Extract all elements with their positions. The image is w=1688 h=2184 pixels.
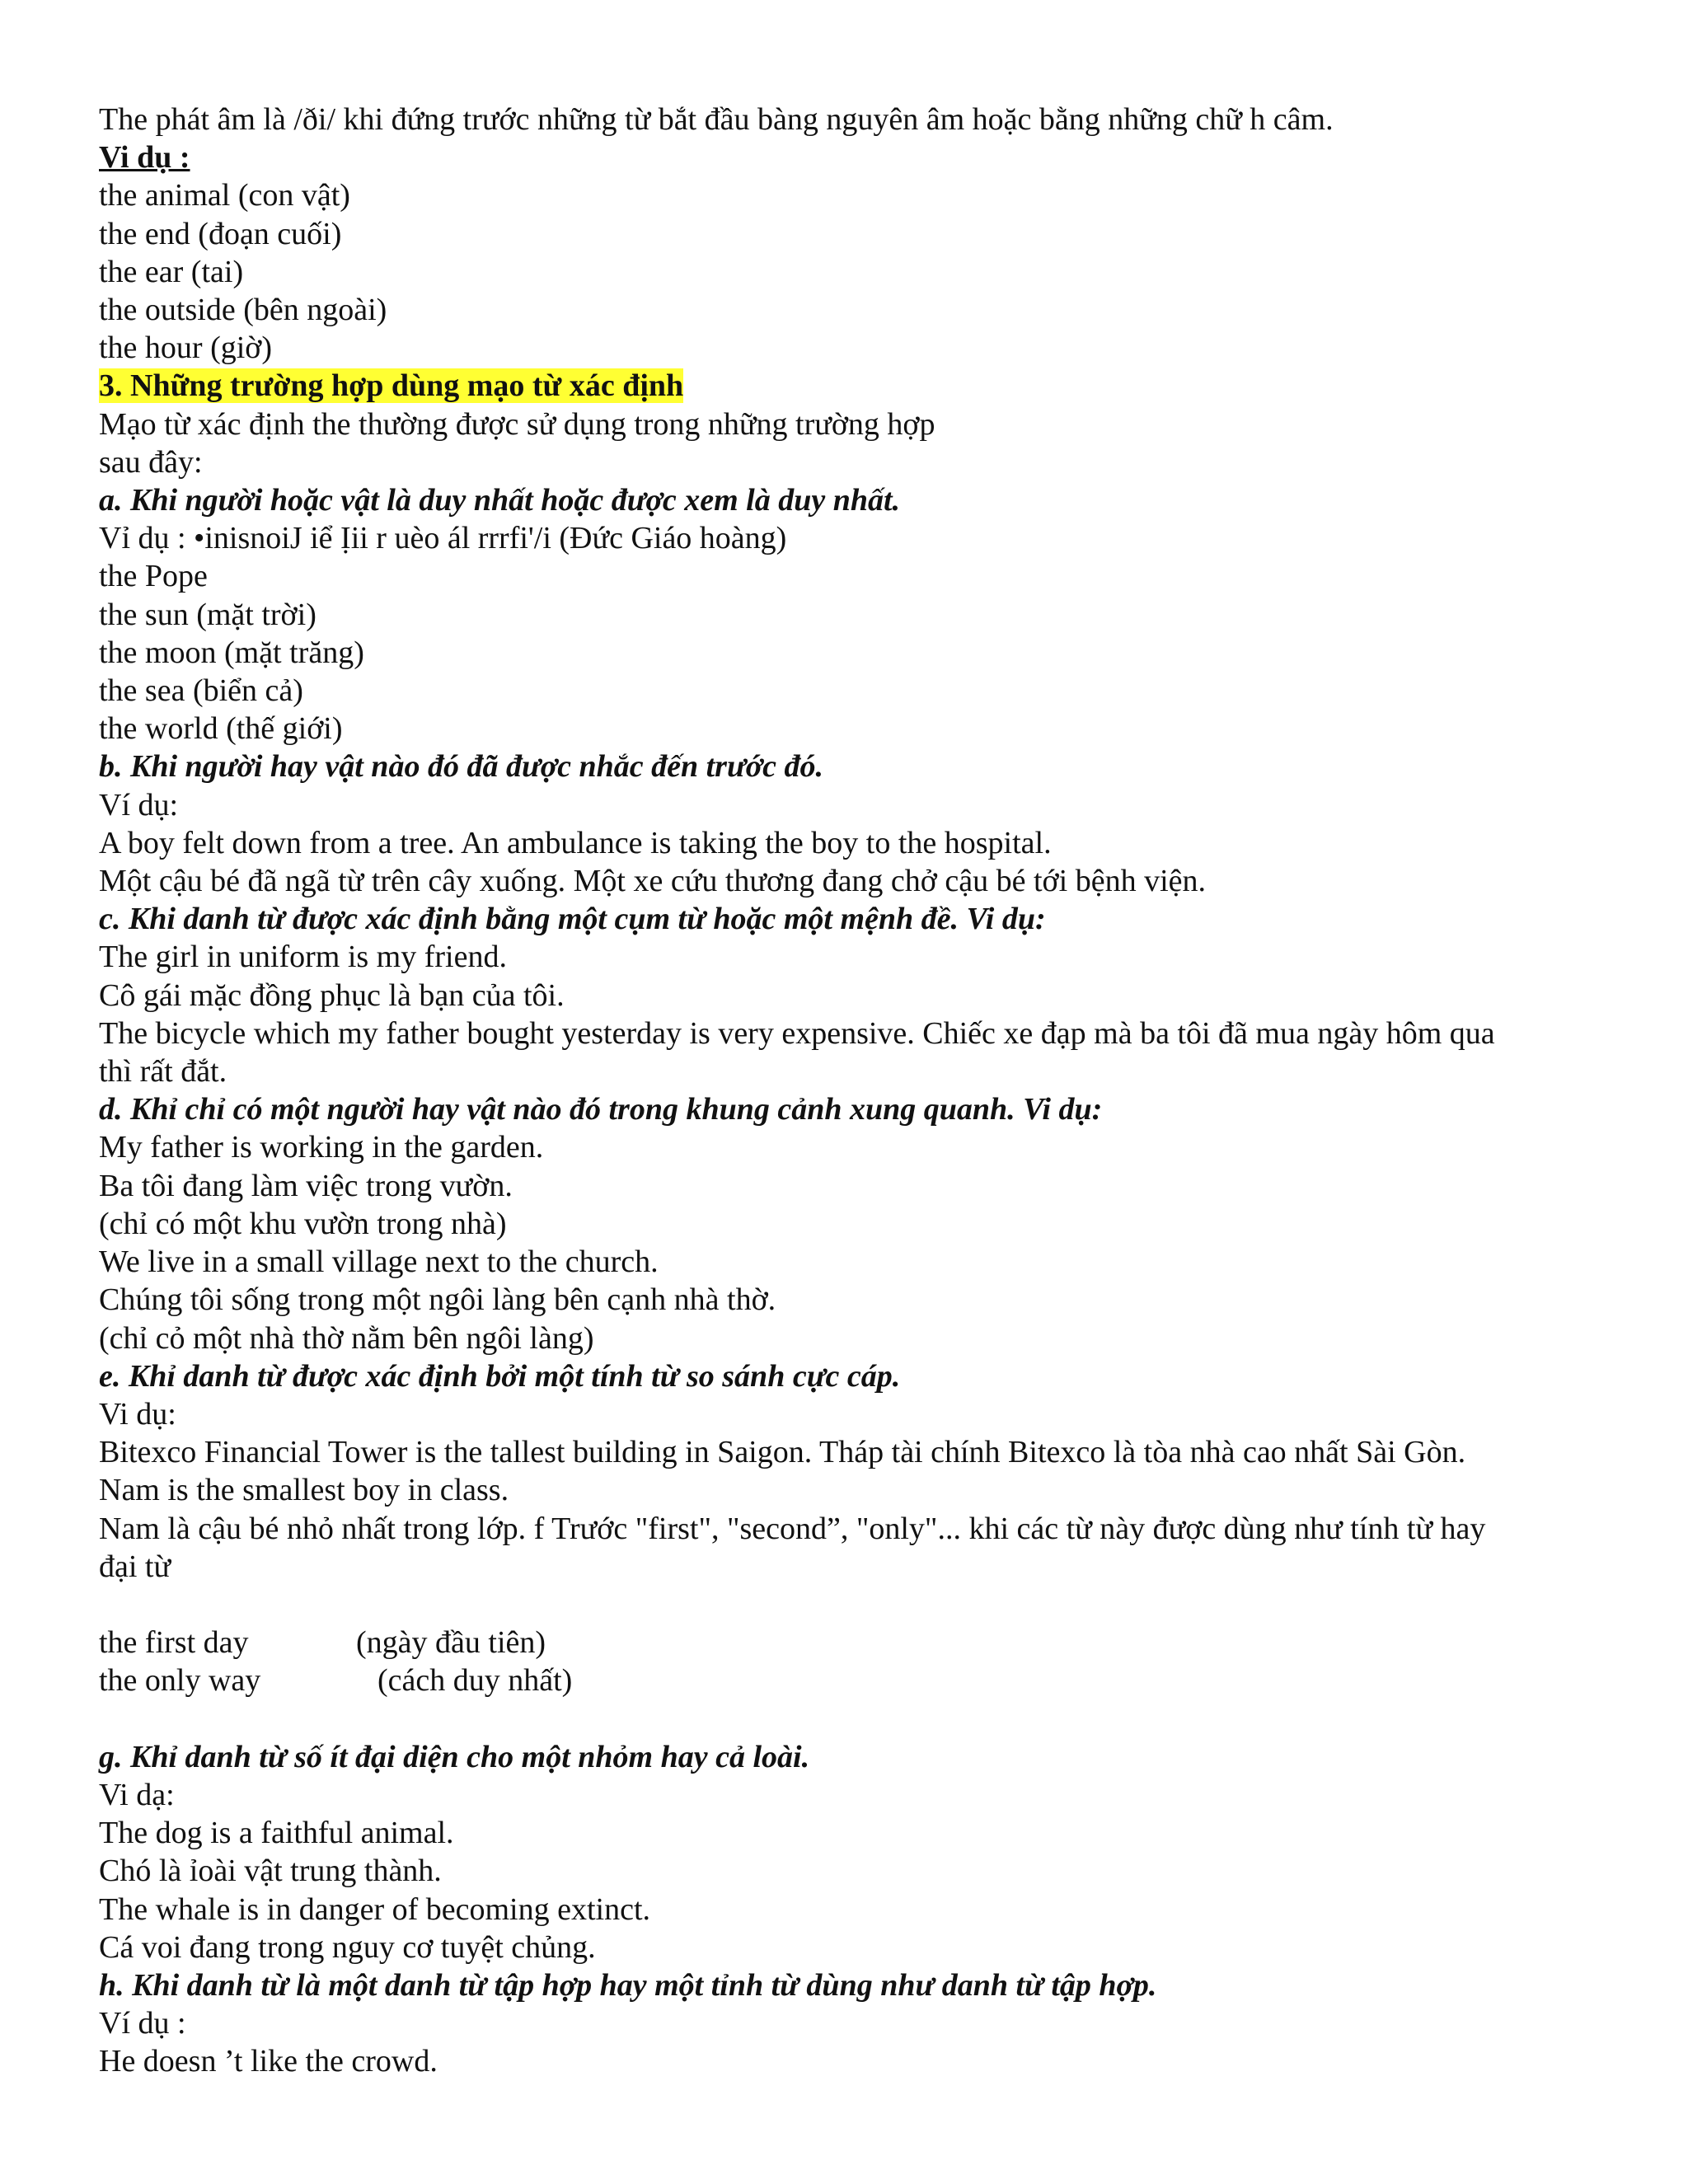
example-line: Chó là ỉoài vật trung thành. <box>99 1854 442 1889</box>
example-line: the sea (biển cả) <box>99 673 303 709</box>
example-line: My father is working in the garden. <box>99 1130 544 1165</box>
example-line: the Pope <box>99 559 208 594</box>
example-line: (chỉ có một khu vườn trong nhà) <box>99 1206 507 1241</box>
subheading-b: b. Khi người hay vật nào đó đã được nhắc đến trước đó. <box>99 749 823 785</box>
example-line: Vỉ dụ : •inisnoiJ iể Ịii r uèo ál rrrfi'/i (Đức Giáo hoàng) <box>99 521 787 556</box>
example-line: A boy felt down from a tree. An ambulance is taking the boy to the hospital. <box>99 825 1052 860</box>
example-line: Cô gái mặc đồng phục là bạn của tôi. <box>99 977 565 1013</box>
example-line: Một cậu bé đã ngã từ trên cây xuống. Một xe cứu thương đang chở cậu bé tới bệnh viện. <box>99 864 1206 899</box>
example-line: The dog is a faithful animal. <box>99 1816 454 1851</box>
subheading-h: h. Khi danh từ là một danh từ tập hợp hay một tỉnh từ dùng như danh từ tập hợp. <box>99 1967 1157 2003</box>
example-line: Cá voi đang trong nguy cơ tuyệt chủng. <box>99 1929 596 1965</box>
example-line: đại từ <box>99 1549 171 1584</box>
blank-line <box>99 1586 1615 1624</box>
example-heading: Vi dụ : <box>99 140 190 176</box>
subheading-d: d. Khỉ chỉ có một người hay vật nào đó trong khung cảnh xung quanh. Vi dụ: <box>99 1092 1103 1127</box>
blank-line <box>99 1700 1615 1738</box>
subheading-c: c. Khi danh từ được xác định bằng một cụm từ hoặc một mệnh đề. Vi dụ: <box>99 902 1046 937</box>
section-heading: 3. Những trường hợp dùng mạo từ xác định <box>99 368 684 404</box>
example-line: the world (thế giới) <box>99 711 343 747</box>
document-page <box>99 101 1615 2081</box>
example-line: the sun (mặt trời) <box>99 597 316 632</box>
example-line: the hour (giờ) <box>99 330 273 366</box>
subheading-e: e. Khỉ danh từ được xác định bởi một tính từ so sánh cực cáp. <box>99 1358 901 1394</box>
paragraph: sau đây: <box>99 444 203 480</box>
example-line: Chúng tôi sống trong một ngôi làng bên cạnh nhà thờ. <box>99 1282 776 1318</box>
example-label: Vi dụ: <box>99 1396 176 1432</box>
subheading-a: a. Khi người hoặc vật là duy nhất hoặc được xem là duy nhất. <box>99 483 901 518</box>
example-line: The whale is in danger of becoming extinct. <box>99 1891 651 1927</box>
paragraph: The phát âm là /ði/ khi đứng trước những từ bắt đầu bàng nguyên âm hoặc bằng những chữ h câm. <box>99 102 1334 137</box>
example-line: Nam là cậu bé nhỏ nhất trong lớp. f Trước "first", "second”, "only"... khi các từ này được dùng như tính từ hay <box>99 1511 1486 1546</box>
term-row <box>99 1624 1615 1661</box>
example-line: The girl in uniform is my friend. <box>99 940 507 975</box>
example-line: the outside (bên ngoài) <box>99 293 387 328</box>
example-line: (chỉ cỏ một nhà thờ nằm bên ngôi làng) <box>99 1320 594 1356</box>
term-meaning: (ngày đầu tiên) <box>356 1625 546 1661</box>
term: the first day <box>99 1625 249 1661</box>
example-line: the moon (mặt trăng) <box>99 635 364 670</box>
term-row <box>99 1661 1615 1699</box>
example-line: the ear (tai) <box>99 254 244 289</box>
section-heading-row <box>99 367 1615 405</box>
example-line: Nam is the smallest boy in class. <box>99 1473 509 1508</box>
example-label: Ví dụ: <box>99 787 179 823</box>
subheading-g: g. Khỉ danh từ số ít đại diện cho một nhỏm hay cả loài. <box>99 1739 810 1774</box>
example-line: He doesn ’t like the crowd. <box>99 2044 438 2079</box>
paragraph: Mạo từ xác định the thường được sử dụng trong những trường hợp <box>99 406 935 442</box>
example-label: Vi dạ: <box>99 1777 175 1812</box>
example-line: the animal (con vật) <box>99 178 350 213</box>
term-meaning: (cách duy nhất) <box>377 1663 573 1699</box>
example-line: Ba tôi đang làm việc trong vườn. <box>99 1168 513 1203</box>
example-line: We live in a small village next to the church. <box>99 1244 659 1280</box>
example-line: Bitexco Financial Tower is the tallest building in Saigon. Tháp tài chính Bitexco là tòa nhà cao nhất Sài Gòn. <box>99 1435 1466 1470</box>
example-label: Ví dụ : <box>99 2006 186 2041</box>
example-line: the end (đoạn cuối) <box>99 216 342 251</box>
example-line: The bicycle which my father bought yesterday is very expensive. Chiếc xe đạp mà ba tôi đã mua ngày hôm qua <box>99 1015 1495 1051</box>
example-line: thì rất đắt. <box>99 1054 227 1090</box>
term: the only way <box>99 1663 261 1699</box>
